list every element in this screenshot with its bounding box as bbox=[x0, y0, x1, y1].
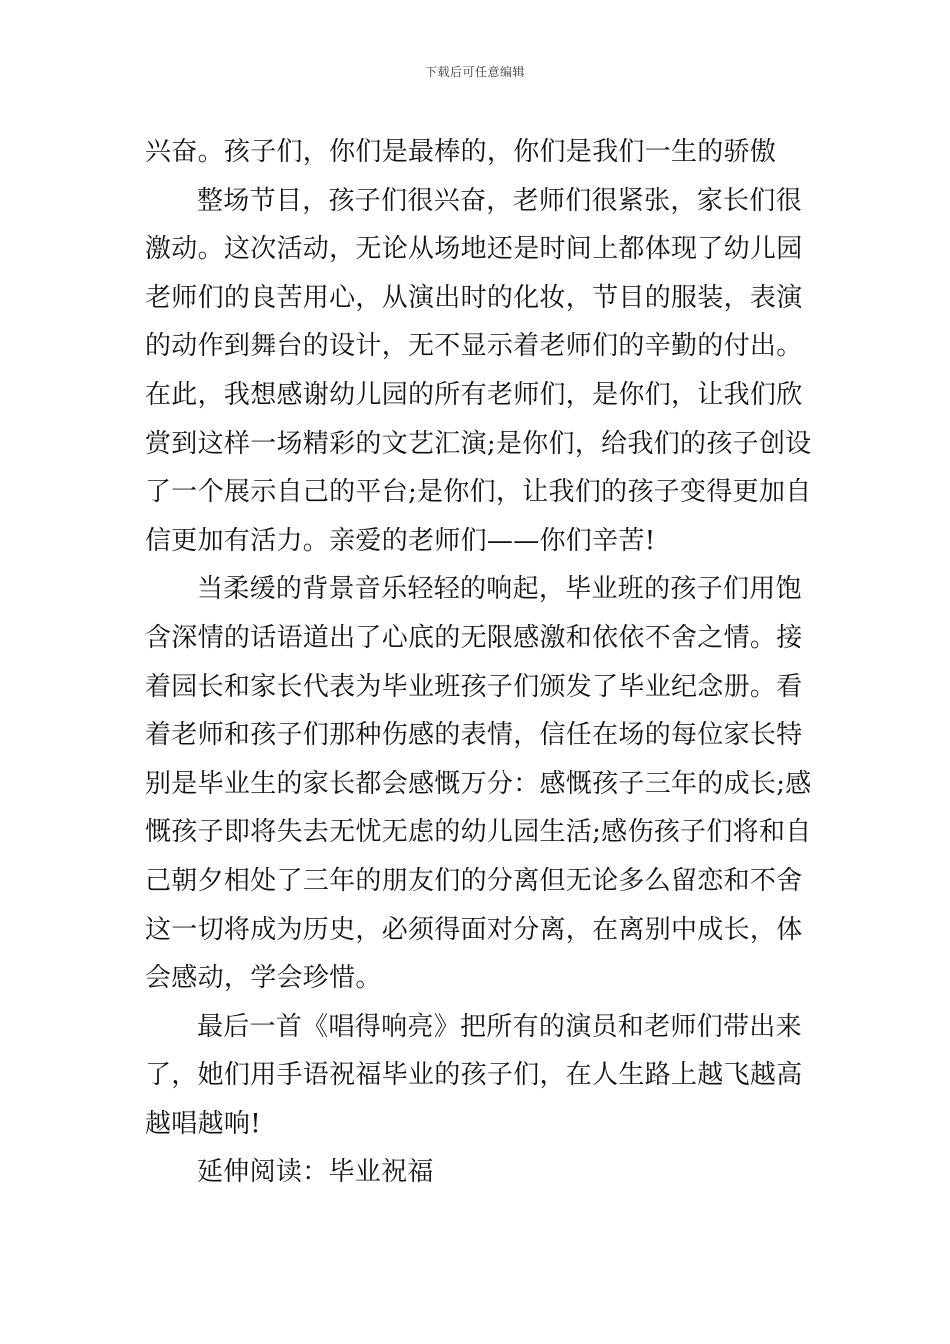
text-line: 己朝夕相处了三年的朋友们的分离但无论多么留恋和不舍 bbox=[145, 865, 803, 896]
text-line: 整场节目，孩子们很兴奋，老师们很紧张，家长们很 bbox=[197, 185, 802, 216]
text-line: 这一切将成为历史，必须得面对分离，在离别中成长，体 bbox=[145, 914, 803, 945]
text-line: 老师们的良苦用心，从演出时的化妆，节目的服装，表演 bbox=[145, 282, 803, 313]
text-line: 着老师和孩子们那种伤感的表情，信任在场的每位家长特 bbox=[145, 720, 803, 751]
paragraph-2 bbox=[145, 177, 812, 566]
text-line: 了一个展示自己的平台;是你们，让我们的孩子变得更加自 bbox=[145, 477, 812, 508]
text-line: 最后一首《唱得响亮》把所有的演员和老师们带出来 bbox=[197, 1011, 802, 1042]
paragraph-1 bbox=[145, 128, 807, 177]
text-line: 赏到这样一场精彩的文艺汇演;是你们，给我们的孩子创设 bbox=[145, 428, 812, 459]
text-line: 着园长和家长代表为毕业班孩子们颁发了毕业纪念册。看 bbox=[145, 671, 803, 702]
paragraph-4 bbox=[145, 1003, 807, 1149]
text-line: 了，她们用手语祝福毕业的孩子们，在人生路上越飞越高 bbox=[145, 1060, 803, 1091]
text-line: 在此，我想感谢幼儿园的所有老师们，是你们，让我们欣 bbox=[145, 379, 803, 410]
text-line: 当柔缓的背景音乐轻轻的响起，毕业班的孩子们用饱 bbox=[197, 574, 802, 605]
text-line: 延伸阅读：毕业祝福 bbox=[197, 1157, 434, 1188]
text-line: 兴奋。孩子们，你们是最棒的，你们是我们一生的骄傲 bbox=[145, 137, 777, 167]
text-line: 别是毕业生的家长都会感慨万分：感慨孩子三年的成长;感 bbox=[145, 768, 812, 799]
text-line: 含深情的话语道出了心底的无限感激和依依不舍之情。接 bbox=[145, 622, 803, 653]
document-body bbox=[145, 128, 812, 1197]
paragraph-5 bbox=[145, 1148, 807, 1197]
text-line: 慨孩子即将失去无忧无虑的幼儿园生活;感伤孩子们将和自 bbox=[145, 817, 812, 848]
text-line: 越唱越响! bbox=[145, 1108, 261, 1139]
text-line: 的动作到舞台的设计，无不显示着老师们的辛勤的付出。 bbox=[145, 331, 803, 362]
text-line: 会感动，学会珍惜。 bbox=[145, 963, 382, 994]
paragraph-3 bbox=[145, 565, 812, 1002]
text-line: 激动。这次活动，无论从场地还是时间上都体现了幼儿园 bbox=[145, 234, 803, 265]
text-line: 信更加有活力。亲爱的老师们——你们辛苦! bbox=[145, 525, 656, 556]
page-header-note: 下载后可任意编辑 bbox=[424, 65, 525, 79]
